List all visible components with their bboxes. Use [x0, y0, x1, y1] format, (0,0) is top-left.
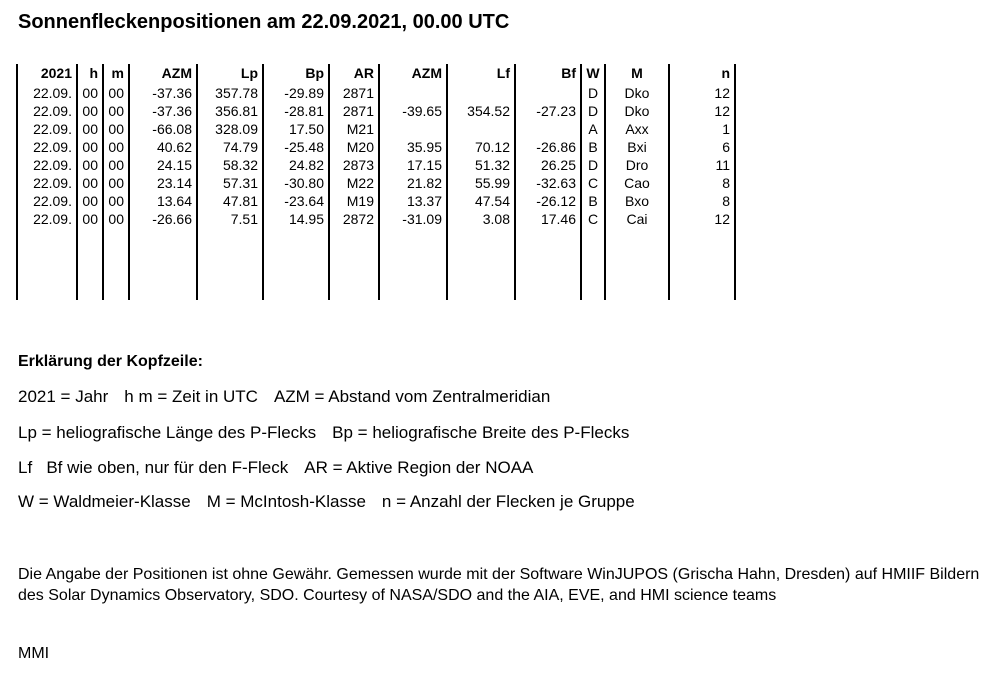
- table-cell: Cao: [605, 174, 669, 192]
- table-spacer-cell: [379, 228, 447, 300]
- table-cell: M21: [329, 120, 379, 138]
- table-cell: 00: [77, 174, 103, 192]
- table-row: [17, 192, 735, 210]
- disclaimer-text: Die Angabe der Positionen ist ohne Gewähr. Gemessen wurde mit der Software WinJUPOS (Grischa Hahn, Dresden) auf HMIIF Bildern des Solar Dynamics Observatory, SDO. Courtesy of NASA/SDO and the AIA, EVE, and HMI science teams: [18, 566, 980, 604]
- col-header-minute: m: [103, 64, 129, 84]
- table-spacer-cell: [77, 228, 103, 300]
- table-row: [17, 210, 735, 228]
- table-cell: 40.62: [129, 138, 197, 156]
- legend-line-2: [18, 423, 629, 443]
- col-header-count: n: [669, 64, 735, 84]
- legend-lf-bf: Lf Bf wie oben, nur für den F-Fleck: [18, 458, 289, 477]
- table-cell: C: [581, 210, 605, 228]
- table-cell: 00: [103, 174, 129, 192]
- table-cell: 22.09.: [17, 192, 77, 210]
- legend-line-1: [18, 387, 550, 407]
- table-cell: 12: [669, 84, 735, 102]
- table-cell: 00: [77, 84, 103, 102]
- table-cell: 8: [669, 192, 735, 210]
- col-header-waldmeier: W: [581, 64, 605, 84]
- table-cell: -28.81: [263, 102, 329, 120]
- table-cell: 26.25: [515, 156, 581, 174]
- table-cell: 00: [103, 210, 129, 228]
- table-cell: -30.80: [263, 174, 329, 192]
- col-header-mcintosh: M: [605, 64, 669, 84]
- legend-ar: AR = Aktive Region der NOAA: [304, 458, 534, 477]
- table-row: [17, 138, 735, 156]
- table-cell: [379, 84, 447, 102]
- table-cell: D: [581, 102, 605, 120]
- table-cell: 3.08: [447, 210, 515, 228]
- table-cell: 58.32: [197, 156, 263, 174]
- table-cell: 2872: [329, 210, 379, 228]
- table-cell: -26.66: [129, 210, 197, 228]
- table-cell: -23.64: [263, 192, 329, 210]
- table-spacer-cell: [17, 228, 77, 300]
- col-header-year: 2021: [17, 64, 77, 84]
- legend-count: n = Anzahl der Flecken je Gruppe: [381, 492, 635, 511]
- table-cell: 14.95: [263, 210, 329, 228]
- table-cell: 2871: [329, 84, 379, 102]
- table-cell: 17.15: [379, 156, 447, 174]
- table-cell: -37.36: [129, 102, 197, 120]
- table-spacer-row: [17, 228, 735, 300]
- col-header-azm-f: AZM: [379, 64, 447, 84]
- table-cell: 6: [669, 138, 735, 156]
- table-row: [17, 174, 735, 192]
- table-cell: -66.08: [129, 120, 197, 138]
- legend-azm: AZM = Abstand vom Zentralmeridian: [273, 387, 551, 406]
- table-cell: 356.81: [197, 102, 263, 120]
- table-spacer-cell: [197, 228, 263, 300]
- table-cell: 21.82: [379, 174, 447, 192]
- sunspot-table-container: [16, 64, 736, 300]
- col-header-hour: h: [77, 64, 103, 84]
- table-cell: 8: [669, 174, 735, 192]
- sunspot-table: [16, 64, 736, 300]
- table-cell: 13.64: [129, 192, 197, 210]
- table-spacer-cell: [669, 228, 735, 300]
- table-row: [17, 120, 735, 138]
- table-spacer-cell: [263, 228, 329, 300]
- table-spacer-cell: [129, 228, 197, 300]
- table-cell: 00: [103, 156, 129, 174]
- legend-heading: Erklärung der Kopfzeile:: [18, 353, 203, 370]
- table-cell: 00: [77, 138, 103, 156]
- table-cell: 357.78: [197, 84, 263, 102]
- table-cell: 17.46: [515, 210, 581, 228]
- table-cell: 00: [103, 102, 129, 120]
- table-cell: 13.37: [379, 192, 447, 210]
- table-row: [17, 102, 735, 120]
- legend-lp: Lp = heliografische Länge des P-Flecks: [18, 423, 317, 442]
- table-cell: 00: [103, 120, 129, 138]
- table-cell: 47.54: [447, 192, 515, 210]
- table-row: [17, 156, 735, 174]
- col-header-azm-p: AZM: [129, 64, 197, 84]
- table-cell: 11: [669, 156, 735, 174]
- table-cell: -32.63: [515, 174, 581, 192]
- col-header-bf: Bf: [515, 64, 581, 84]
- page-title: Sonnenfleckenpositionen am 22.09.2021, 00.00 UTC: [18, 11, 510, 33]
- table-cell: M22: [329, 174, 379, 192]
- table-cell: Cai: [605, 210, 669, 228]
- table-spacer-cell: [447, 228, 515, 300]
- table-cell: Axx: [605, 120, 669, 138]
- table-cell: D: [581, 84, 605, 102]
- table-cell: -27.23: [515, 102, 581, 120]
- table-cell: 22.09.: [17, 138, 77, 156]
- table-header-row: [17, 64, 735, 84]
- table-cell: Dko: [605, 102, 669, 120]
- table-cell: B: [581, 138, 605, 156]
- table-cell: 22.09.: [17, 84, 77, 102]
- table-cell: -26.86: [515, 138, 581, 156]
- table-cell: -31.09: [379, 210, 447, 228]
- table-cell: 24.15: [129, 156, 197, 174]
- table-cell: Dro: [605, 156, 669, 174]
- table-spacer-cell: [515, 228, 581, 300]
- table-cell: 2873: [329, 156, 379, 174]
- table-cell: M20: [329, 138, 379, 156]
- table-cell: 00: [77, 210, 103, 228]
- table-cell: -39.65: [379, 102, 447, 120]
- table-cell: [379, 120, 447, 138]
- table-cell: -25.48: [263, 138, 329, 156]
- table-cell: 70.12: [447, 138, 515, 156]
- table-cell: 354.52: [447, 102, 515, 120]
- table-cell: 7.51: [197, 210, 263, 228]
- table-cell: 74.79: [197, 138, 263, 156]
- table-cell: Dko: [605, 84, 669, 102]
- table-cell: 24.82: [263, 156, 329, 174]
- legend-year: 2021 = Jahr: [18, 387, 109, 406]
- table-cell: 22.09.: [17, 120, 77, 138]
- table-cell: -29.89: [263, 84, 329, 102]
- table-cell: C: [581, 174, 605, 192]
- legend-line-3: [18, 458, 533, 478]
- table-cell: Bxi: [605, 138, 669, 156]
- table-cell: 2871: [329, 102, 379, 120]
- table-cell: 57.31: [197, 174, 263, 192]
- table-cell: 22.09.: [17, 102, 77, 120]
- col-header-bp: Bp: [263, 64, 329, 84]
- table-cell: 1: [669, 120, 735, 138]
- table-cell: -37.36: [129, 84, 197, 102]
- legend-mcintosh: M = McIntosh-Klasse: [206, 492, 366, 511]
- signature: MMI: [18, 645, 50, 662]
- table-cell: 00: [103, 138, 129, 156]
- legend-time: h m = Zeit in UTC: [124, 387, 258, 406]
- table-spacer-cell: [581, 228, 605, 300]
- table-spacer-cell: [329, 228, 379, 300]
- table-cell: 12: [669, 210, 735, 228]
- table-cell: A: [581, 120, 605, 138]
- table-cell: 00: [77, 192, 103, 210]
- table-row: [17, 84, 735, 102]
- table-cell: -26.12: [515, 192, 581, 210]
- table-cell: D: [581, 156, 605, 174]
- legend-waldmeier: W = Waldmeier-Klasse: [18, 492, 191, 511]
- table-spacer-cell: [605, 228, 669, 300]
- table-cell: 00: [77, 120, 103, 138]
- table-cell: M19: [329, 192, 379, 210]
- table-cell: [447, 84, 515, 102]
- table-cell: 22.09.: [17, 174, 77, 192]
- table-cell: 12: [669, 102, 735, 120]
- table-cell: 00: [103, 84, 129, 102]
- table-cell: 51.32: [447, 156, 515, 174]
- table-cell: [447, 120, 515, 138]
- table-cell: 00: [103, 192, 129, 210]
- table-cell: 35.95: [379, 138, 447, 156]
- table-cell: 17.50: [263, 120, 329, 138]
- legend-line-4: [18, 492, 635, 512]
- table-cell: 22.09.: [17, 210, 77, 228]
- col-header-lf: Lf: [447, 64, 515, 84]
- table-cell: 00: [77, 156, 103, 174]
- table-cell: [515, 120, 581, 138]
- table-cell: B: [581, 192, 605, 210]
- table-cell: 22.09.: [17, 156, 77, 174]
- table-cell: 328.09: [197, 120, 263, 138]
- table-cell: Bxo: [605, 192, 669, 210]
- table-cell: 23.14: [129, 174, 197, 192]
- table-cell: 00: [77, 102, 103, 120]
- table-cell: 47.81: [197, 192, 263, 210]
- legend-bp: Bp = heliografische Breite des P-Flecks: [332, 423, 630, 442]
- col-header-ar: AR: [329, 64, 379, 84]
- table-spacer-cell: [103, 228, 129, 300]
- table-cell: [515, 84, 581, 102]
- table-body: [17, 84, 735, 300]
- table-cell: 55.99: [447, 174, 515, 192]
- col-header-lp: Lp: [197, 64, 263, 84]
